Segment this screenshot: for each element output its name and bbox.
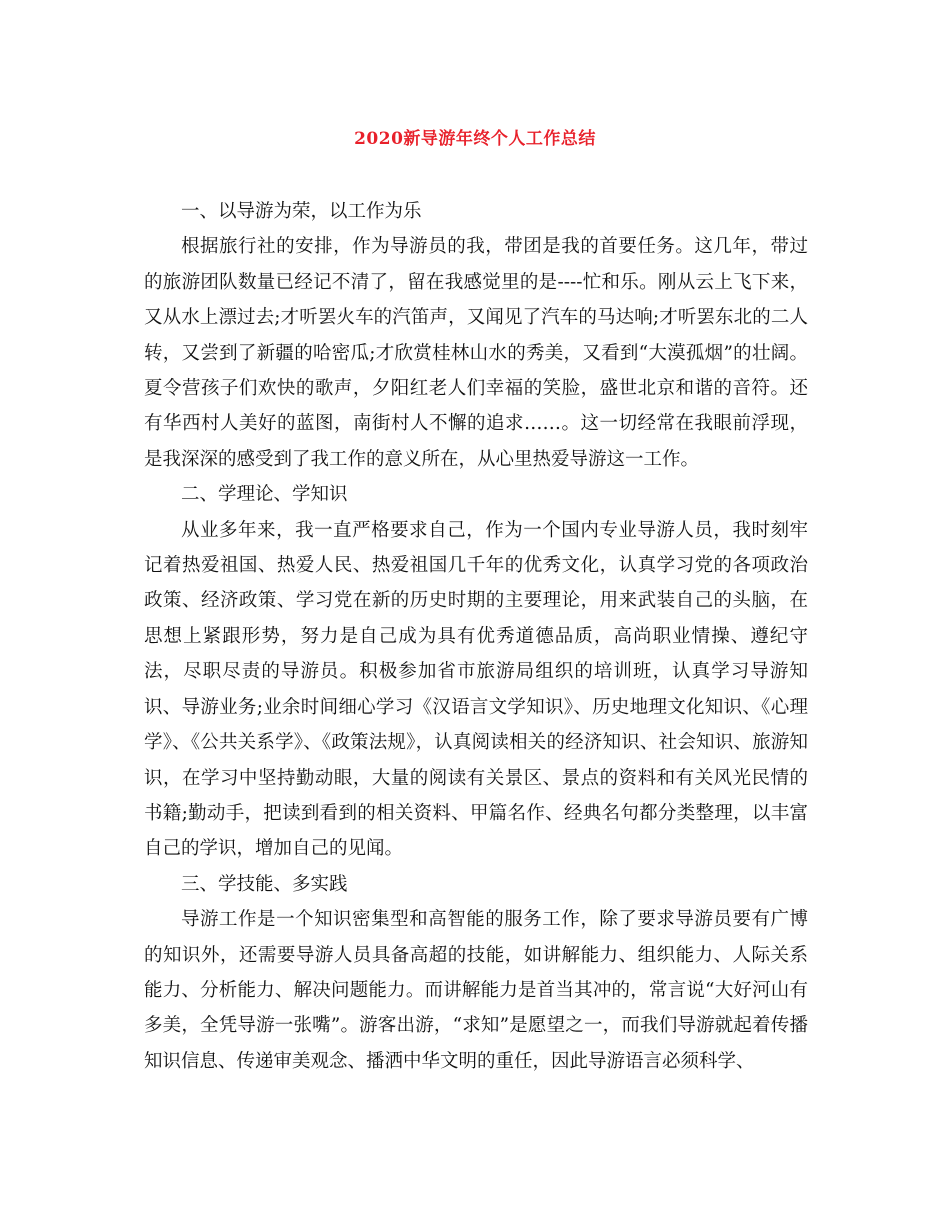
section-heading: 三、学技能、多实践 — [181, 873, 348, 895]
section-paragraph: 根据旅行社的安排，作为导游员的我，带团是我的首要任务。这几年，带过的旅游团队数量已经记不清了，留在我感觉里的是----忙和乐。刚从云上飞下来，又从水上漂过去;才听罢火车的汽笛声，又闻见了汽车的马达响;才听罢东北的二人转，又尝到了新疆的哈密瓜;才欣赏桂林山水的秀美，又看到“大漠孤烟”的壮阔。夏令营孩子们欢快的歌声，夕阳红老人们幸福的笑脸，盛世北京和谐的音符。还有华西村人美好的蓝图，南街村人不懈的追求……。这一切经常在我眼前浮现，是我深深的感受到了我工作的意义所在，从心里热爱导游这一工作。 — [144, 236, 808, 470]
section-paragraph: 导游工作是一个知识密集型和高智能的服务工作，除了要求导游员要有广博的知识外，还需要导游人员具备高超的技能，如讲解能力、组织能力、人际关系能力、分析能力、解决问题能力。而讲解能力是首当其冲的，常言说“大好河山有多美，全凭导游一张嘴”。游客出游，“求知”是愿望之一，而我们导游就起着传播知识信息、传递审美观念、播洒中华文明的重任，因此导游语言必须科学、 — [144, 909, 808, 1072]
section-paragraph: 从业多年来，我一直严格要求自己，作为一个国内专业导游人员，我时刻牢记着热爱祖国、热爱人民、热爱祖国几千年的优秀文化，认真学习党的各项政治政策、经济政策、学习党在新的历史时期的主要理论，用来武装自己的头脑，在思想上紧跟形势，努力是自己成为具有优秀道德品质，高尚职业情操、遵纪守法，尽职尽责的导游员。积极参加省市旅游局组织的培训班，认真学习导游知识、导游业务;业余时间细心学习《汉语言文学知识》、历史地理文化知识、《心理学》、《公共关系学》、《政策法规》，认真阅读相关的经济知识、社会知识、旅游知识，在学习中坚持勤动眼，大量的阅读有关景区、景点的资料和有关风光民情的书籍;勤动手，把读到看到的相关资料、甲篇名作、经典名句都分类整理，以丰富自己的学识，增加自己的见闻。 — [144, 519, 808, 860]
document-title: 2020新导游年终个人工作总结 — [354, 129, 596, 149]
document-body — [144, 194, 808, 1079]
section-heading: 二、学理论、学知识 — [181, 484, 348, 506]
section-heading: 一、以导游为荣，以工作为乐 — [181, 201, 422, 222]
